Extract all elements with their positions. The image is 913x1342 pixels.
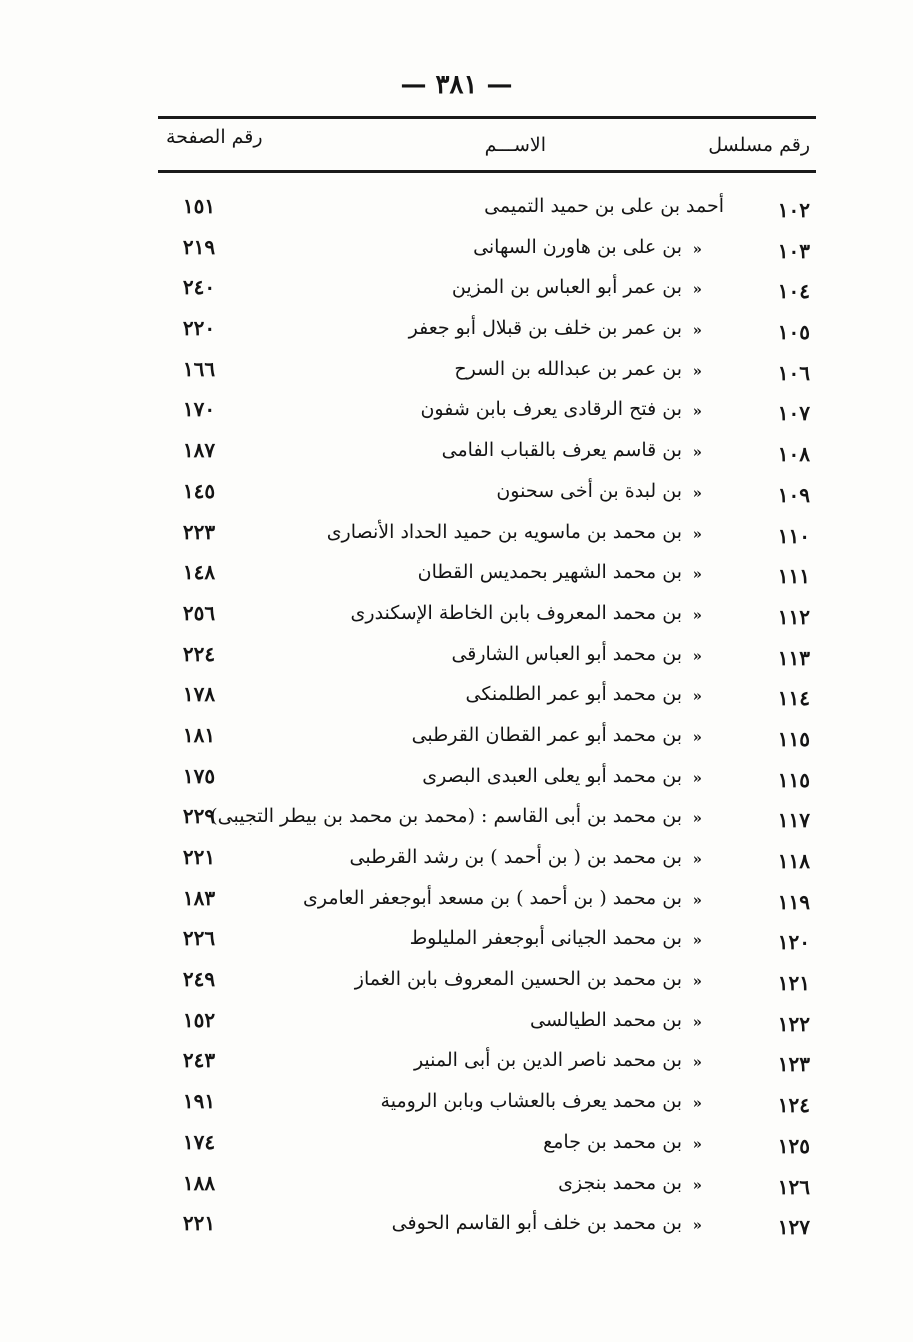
- serial-number: ١٠٨: [777, 442, 810, 467]
- page-ref: ١٨٧: [182, 438, 216, 463]
- serial-number: ١٢٣: [777, 1052, 810, 1077]
- entry-name: بن محمد أبو عمر الطلمنكى: [465, 683, 682, 706]
- page-ref: ١٦٦: [182, 356, 216, 381]
- entry-name: بن محمد بن ماسويه بن حميد الحداد الأنصارى: [326, 520, 682, 543]
- serial-number: ١٠٣: [777, 238, 810, 263]
- serial-number: ١٠٥: [777, 320, 810, 345]
- table-row: [158, 593, 816, 634]
- entry-name: بن محمد ناصر الدين بن أبى المنير: [413, 1049, 682, 1072]
- entry-name: بن محمد الشهير بحمديس القطان: [417, 561, 682, 584]
- serial-number: ١١٩: [777, 889, 810, 914]
- header-name: الاســـم: [484, 134, 546, 156]
- entry-name: بن محمد أبو يعلى العبدى البصرى: [422, 764, 682, 787]
- serial-number: ١١٢: [777, 604, 810, 629]
- ditto-mark: «: [692, 321, 702, 340]
- page-ref: ٢١٩: [182, 234, 216, 259]
- serial-number: ١١٣: [777, 645, 810, 670]
- serial-number: ١٢٦: [777, 1174, 810, 1199]
- page-ref: ١٤٨: [182, 560, 216, 585]
- table-header: [158, 128, 816, 168]
- entry-name: بن محمد بن الحسين المعروف بابن الغماز: [354, 968, 682, 991]
- ditto-mark: «: [692, 1094, 702, 1113]
- page-ref: ١٨١: [182, 722, 216, 747]
- entry-name: بن محمد المعروف بابن الخاطة الإسكندرى: [350, 601, 682, 624]
- ditto-mark: «: [692, 768, 702, 787]
- entry-name: بن محمد بن خلف أبو القاسم الحوفى: [391, 1212, 682, 1235]
- page-ref: ١٥٢: [182, 1007, 216, 1032]
- serial-number: ١٢٧: [777, 1215, 810, 1240]
- ditto-mark: «: [692, 1175, 702, 1194]
- table-row: [158, 227, 816, 268]
- table-row: [158, 715, 816, 756]
- header-top-rule: [158, 116, 816, 119]
- table-row: [158, 634, 816, 675]
- serial-number: ١١٨: [777, 849, 810, 873]
- ditto-mark: «: [692, 727, 702, 746]
- entry-name: بن محمد ( بن أحمد ) بن مسعد أبوجعفر العامرى: [302, 886, 682, 909]
- table-row: [158, 512, 816, 553]
- table-row: [158, 308, 816, 349]
- serial-number: ١١٠: [777, 523, 810, 548]
- ditto-mark: «: [692, 361, 702, 380]
- page-ref: ٢٤٩: [182, 967, 216, 992]
- table-row: [158, 471, 816, 512]
- ditto-mark: «: [692, 890, 702, 909]
- ditto-mark: «: [692, 687, 702, 706]
- header-serial: رقم مسلسل: [708, 134, 810, 156]
- ditto-mark: «: [692, 1134, 702, 1153]
- ditto-mark: «: [692, 931, 702, 950]
- entry-name: بن محمد الطيالسى: [530, 1008, 682, 1031]
- entry-name: بن محمد بن أبى القاسم : (محمد بن محمد بن بيطر التجيبى): [210, 805, 682, 828]
- ditto-mark: «: [692, 646, 702, 665]
- ditto-mark: «: [692, 239, 702, 258]
- serial-number: ١١٥: [777, 767, 810, 792]
- ditto-mark: «: [692, 850, 702, 868]
- serial-number: ١١٥: [777, 726, 810, 751]
- table-row: [158, 1122, 816, 1163]
- table-row: [158, 267, 816, 308]
- entry-name: أحمد بن على بن حميد التميمى: [484, 195, 724, 217]
- ditto-mark: «: [692, 1216, 702, 1235]
- table-row: [158, 552, 816, 593]
- table-row: [158, 674, 816, 715]
- entry-name: بن لبدة بن أخى سحنون: [496, 479, 682, 502]
- entry-name: بن محمد بن ( بن أحمد ) بن رشد القرطبى: [349, 846, 682, 868]
- page-ref: ٢٢٤: [182, 641, 216, 666]
- ditto-mark: «: [692, 443, 702, 462]
- ditto-mark: «: [692, 972, 702, 991]
- ditto-mark: «: [692, 605, 702, 624]
- serial-number: ١٢٠: [777, 930, 810, 955]
- ditto-mark: «: [692, 565, 702, 584]
- page-ref: ٢٢٣: [182, 519, 216, 544]
- page-ref: ١٨٨: [182, 1170, 216, 1195]
- serial-number: ١٠٩: [777, 482, 810, 507]
- table-row: [158, 349, 816, 390]
- ditto-mark: «: [692, 1012, 702, 1031]
- page-ref: ١٨٣: [182, 885, 216, 910]
- table-row: [158, 1203, 816, 1244]
- page-ref: ٢٢٩: [182, 804, 216, 829]
- entry-name: بن عمر بن عبدالله بن السرح: [454, 357, 682, 380]
- entry-name: بن محمد أبو العباس الشارقى: [451, 642, 682, 665]
- serial-number: ١٢٥: [777, 1133, 810, 1158]
- entry-name: بن محمد بنجزى: [558, 1171, 682, 1194]
- entry-name: بن عمر أبو العباس بن المزين: [451, 276, 682, 299]
- table-row: [158, 389, 816, 430]
- table-row: [158, 918, 816, 959]
- entry-name: بن قاسم يعرف بالقباب الفامى: [441, 439, 682, 462]
- serial-number: ١٢٤: [777, 1093, 810, 1118]
- page-ref: ٢٢٠: [182, 316, 216, 341]
- table-row: [158, 1081, 816, 1122]
- page-ref: ١٩١: [182, 1089, 216, 1114]
- table-row: [158, 959, 816, 1000]
- page-ref: ٢٢٦: [182, 926, 216, 951]
- table-row: [158, 430, 816, 471]
- table-row: [158, 1163, 816, 1204]
- page-ref: ٢٢١: [182, 845, 216, 869]
- ditto-mark: «: [692, 1053, 702, 1072]
- entry-name: بن محمد أبو عمر القطان القرطبى: [411, 723, 682, 746]
- serial-number: ١١٧: [777, 808, 810, 833]
- page-ref: ٢٢١: [182, 1211, 216, 1236]
- header-bottom-rule: [158, 170, 816, 173]
- entry-name: بن محمد الجيانى أبوجعفر المليلوط: [409, 927, 682, 950]
- table-row: [158, 186, 816, 227]
- page-ref: ١٧٠: [182, 397, 216, 422]
- index-table: [158, 186, 816, 1244]
- page-ref: ١٧٨: [182, 682, 216, 707]
- entry-name: بن على بن هاورن السهانى: [473, 235, 682, 258]
- header-page: رقم الصفحة: [166, 126, 263, 148]
- serial-number: ١١٤: [777, 686, 810, 711]
- page-ref: ١٥١: [182, 194, 216, 218]
- page-ref: ١٧٥: [182, 763, 216, 788]
- entry-name: بن عمر بن خلف بن قبلال أبو جعفر: [408, 317, 682, 340]
- serial-number: ١٠٤: [777, 279, 810, 304]
- serial-number: ١٢١: [777, 971, 810, 996]
- table-row: [158, 837, 816, 878]
- page-ref: ١٤٥: [182, 478, 216, 503]
- serial-number: ١١١: [777, 564, 810, 589]
- entry-name: بن محمد بن جامع: [543, 1130, 682, 1153]
- serial-number: ١٢٢: [777, 1011, 810, 1036]
- page-ref: ٢٤٠: [182, 275, 216, 300]
- ditto-mark: «: [692, 402, 702, 421]
- ditto-mark: «: [692, 280, 702, 299]
- page-ref: ٢٤٣: [182, 1048, 216, 1073]
- serial-number: ١٠٧: [777, 401, 810, 426]
- table-row: [158, 878, 816, 919]
- serial-number: ١٠٢: [777, 198, 810, 222]
- entry-name: بن محمد يعرف بالعشاب وبابن الرومية: [380, 1090, 682, 1113]
- entry-name: بن فتح الرقادى يعرف بابن شفون: [420, 398, 682, 421]
- page-ref: ١٧٤: [182, 1129, 216, 1154]
- page-number: — ٣٨١ —: [400, 70, 513, 100]
- serial-number: ١٠٦: [777, 360, 810, 385]
- table-row: [158, 796, 816, 837]
- table-row: [158, 1040, 816, 1081]
- ditto-mark: «: [692, 483, 702, 502]
- page-ref: ٢٥٦: [182, 600, 216, 625]
- table-row: [158, 1000, 816, 1041]
- ditto-mark: «: [692, 809, 702, 828]
- ditto-mark: «: [692, 524, 702, 543]
- table-row: [158, 756, 816, 797]
